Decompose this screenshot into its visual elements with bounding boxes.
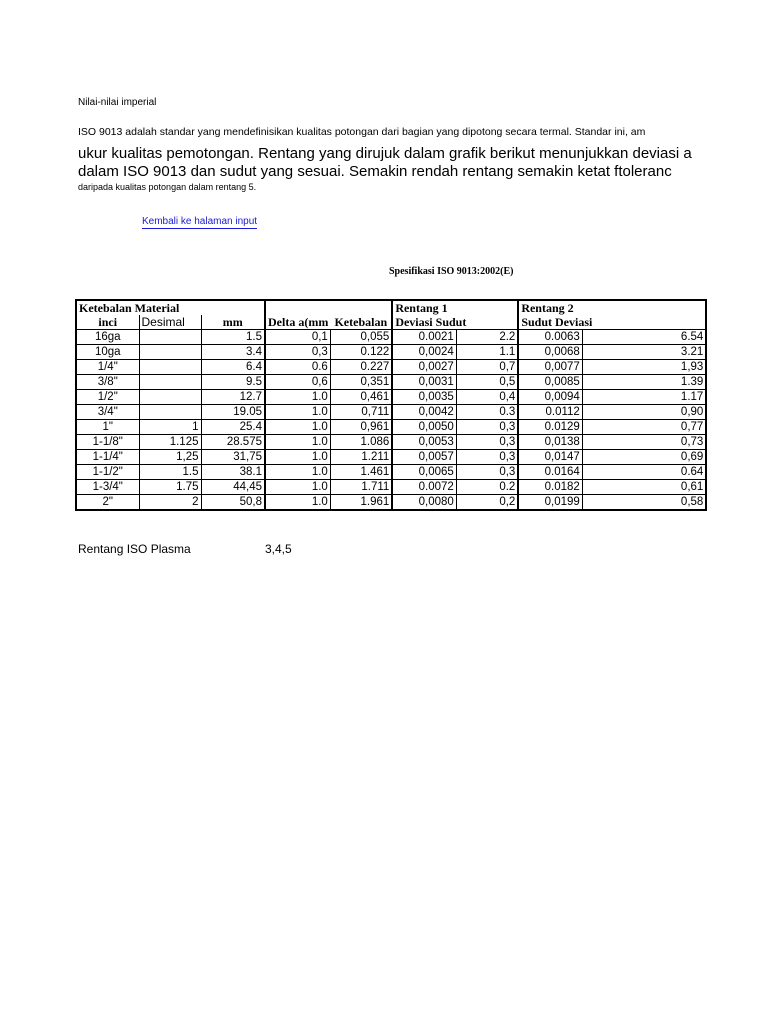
cell-rentang2-deviasi: 0,77 bbox=[582, 420, 706, 435]
cell-rentang2-sudut: 0.0182 bbox=[518, 480, 582, 495]
header-ketebalan: Ketebalan bbox=[330, 315, 392, 330]
cell-rentang1-deviasi: 0,0027 bbox=[392, 360, 456, 375]
cell-delta: 0,1 bbox=[265, 330, 330, 345]
cell-rentang1-sudut: 0,5 bbox=[456, 375, 518, 390]
cell-desimal bbox=[139, 390, 201, 405]
cell-delta: 1.0 bbox=[265, 450, 330, 465]
cell-mm: 50,8 bbox=[201, 495, 265, 511]
cell-rentang1-deviasi: 0,0053 bbox=[392, 435, 456, 450]
header-desimal: Desimal bbox=[139, 315, 201, 330]
header-empty-cell bbox=[330, 300, 392, 315]
cell-mm: 31,75 bbox=[201, 450, 265, 465]
table-row bbox=[76, 480, 706, 495]
cell-rentang1-sudut: 0,4 bbox=[456, 390, 518, 405]
table-row bbox=[76, 360, 706, 375]
cell-ketebalan: 1.086 bbox=[330, 435, 392, 450]
cell-inci: 1" bbox=[76, 420, 139, 435]
spec-title: Spesifikasi ISO 9013:2002(E) bbox=[389, 266, 514, 277]
cell-inci: 3/8" bbox=[76, 375, 139, 390]
cell-delta: 1.0 bbox=[265, 390, 330, 405]
cell-ketebalan: 0.227 bbox=[330, 360, 392, 375]
cell-rentang1-sudut: 1.1 bbox=[456, 345, 518, 360]
cell-desimal bbox=[139, 405, 201, 420]
cell-inci: 16ga bbox=[76, 330, 139, 345]
cell-desimal: 1.75 bbox=[139, 480, 201, 495]
spec-table bbox=[75, 299, 707, 511]
cell-rentang2-deviasi: 0.64 bbox=[582, 465, 706, 480]
cell-rentang2-deviasi: 0,61 bbox=[582, 480, 706, 495]
cell-inci: 1/2" bbox=[76, 390, 139, 405]
cell-rentang1-sudut: 0.3 bbox=[456, 405, 518, 420]
cell-mm: 38.1 bbox=[201, 465, 265, 480]
cell-rentang2-sudut: 0,0094 bbox=[518, 390, 582, 405]
cell-inci: 3/4" bbox=[76, 405, 139, 420]
cell-rentang1-sudut: 0,2 bbox=[456, 495, 518, 511]
table-row bbox=[76, 465, 706, 480]
cell-mm: 44,45 bbox=[201, 480, 265, 495]
intro-text-large-line-2: dalam ISO 9013 dan sudut yang sesuai. Semakin rendah rentang semakin ketat ftoleranc bbox=[78, 163, 672, 180]
cell-inci: 2" bbox=[76, 495, 139, 511]
cell-ketebalan: 0,351 bbox=[330, 375, 392, 390]
header-deviasi-sudut: Deviasi Sudut bbox=[392, 315, 518, 330]
table-row bbox=[76, 420, 706, 435]
cell-rentang2-deviasi: 1,93 bbox=[582, 360, 706, 375]
plasma-range-value: 3,4,5 bbox=[265, 542, 292, 556]
cell-rentang1-deviasi: 0,0024 bbox=[392, 345, 456, 360]
cell-inci: 1/4" bbox=[76, 360, 139, 375]
cell-desimal: 1.125 bbox=[139, 435, 201, 450]
cell-rentang2-deviasi: 0,90 bbox=[582, 405, 706, 420]
header-inci: inci bbox=[76, 315, 139, 330]
cell-ketebalan: 1.961 bbox=[330, 495, 392, 511]
cell-delta: 1.0 bbox=[265, 405, 330, 420]
cell-inci: 1-3/4" bbox=[76, 480, 139, 495]
cell-rentang1-deviasi: 0,0031 bbox=[392, 375, 456, 390]
header-ketebalan-material: Ketebalan Material bbox=[76, 300, 265, 315]
cell-desimal bbox=[139, 375, 201, 390]
table-row bbox=[76, 435, 706, 450]
cell-desimal: 2 bbox=[139, 495, 201, 511]
table-row bbox=[76, 390, 706, 405]
cell-delta: 1.0 bbox=[265, 480, 330, 495]
cell-rentang2-deviasi: 6.54 bbox=[582, 330, 706, 345]
intro-text-end: daripada kualitas potongan dalam rentang 5. bbox=[78, 182, 257, 192]
cell-desimal: 1.5 bbox=[139, 465, 201, 480]
cell-desimal bbox=[139, 345, 201, 360]
cell-rentang1-sudut: 2.2 bbox=[456, 330, 518, 345]
cell-rentang2-sudut: 0.0112 bbox=[518, 405, 582, 420]
cell-rentang1-sudut: 0,3 bbox=[456, 435, 518, 450]
cell-inci: 1-1/4" bbox=[76, 450, 139, 465]
cell-rentang1-sudut: 0,7 bbox=[456, 360, 518, 375]
cell-delta: 1.0 bbox=[265, 420, 330, 435]
cell-rentang1-deviasi: 0.0021 bbox=[392, 330, 456, 345]
table-header-row-1 bbox=[76, 300, 706, 315]
cell-rentang2-sudut: 0.0129 bbox=[518, 420, 582, 435]
intro-text-small: ISO 9013 adalah standar yang mendefinisikan kualitas potongan dari bagian yang dipotong secara termal. Standar ini, am bbox=[78, 126, 646, 138]
cell-mm: 6.4 bbox=[201, 360, 265, 375]
cell-rentang2-deviasi: 1.17 bbox=[582, 390, 706, 405]
cell-rentang2-deviasi: 0,69 bbox=[582, 450, 706, 465]
cell-rentang1-deviasi: 0,0042 bbox=[392, 405, 456, 420]
cell-rentang1-deviasi: 0.0072 bbox=[392, 480, 456, 495]
cell-mm: 19.05 bbox=[201, 405, 265, 420]
cell-rentang2-sudut: 0,0199 bbox=[518, 495, 582, 511]
cell-mm: 12.7 bbox=[201, 390, 265, 405]
cell-rentang2-sudut: 0,0077 bbox=[518, 360, 582, 375]
cell-desimal: 1,25 bbox=[139, 450, 201, 465]
header-sudut-deviasi: Sudut Deviasi bbox=[518, 315, 706, 330]
intro-text-large-line-1: ukur kualitas pemotongan. Rentang yang dirujuk dalam grafik berikut menunjukkan deviasi a bbox=[78, 145, 692, 162]
cell-delta: 1.0 bbox=[265, 465, 330, 480]
cell-rentang2-deviasi: 0,58 bbox=[582, 495, 706, 511]
cell-delta: 0,3 bbox=[265, 345, 330, 360]
cell-rentang1-sudut: 0.2 bbox=[456, 480, 518, 495]
cell-mm: 1.5 bbox=[201, 330, 265, 345]
cell-rentang2-sudut: 0,0147 bbox=[518, 450, 582, 465]
cell-mm: 28.575 bbox=[201, 435, 265, 450]
cell-rentang2-sudut: 0,0085 bbox=[518, 375, 582, 390]
table-row bbox=[76, 405, 706, 420]
header-empty-cell bbox=[265, 300, 330, 315]
table-header-row-2 bbox=[76, 315, 706, 330]
back-to-input-link[interactable]: Kembali ke halaman input bbox=[142, 216, 258, 227]
cell-delta: 0,6 bbox=[265, 375, 330, 390]
cell-rentang2-deviasi: 1.39 bbox=[582, 375, 706, 390]
cell-mm: 25.4 bbox=[201, 420, 265, 435]
cell-mm: 9.5 bbox=[201, 375, 265, 390]
cell-delta: 0.6 bbox=[265, 360, 330, 375]
cell-rentang1-sudut: 0,3 bbox=[456, 420, 518, 435]
cell-ketebalan: 0,461 bbox=[330, 390, 392, 405]
cell-rentang2-sudut: 0.0063 bbox=[518, 330, 582, 345]
plasma-range-label: Rentang ISO Plasma bbox=[78, 542, 191, 556]
cell-rentang1-sudut: 0,3 bbox=[456, 450, 518, 465]
table-row bbox=[76, 330, 706, 345]
cell-ketebalan: 1.461 bbox=[330, 465, 392, 480]
cell-inci: 1-1/8" bbox=[76, 435, 139, 450]
table-row bbox=[76, 450, 706, 465]
cell-desimal: 1 bbox=[139, 420, 201, 435]
cell-rentang1-deviasi: 0,0065 bbox=[392, 465, 456, 480]
header-rentang-2: Rentang 2 bbox=[518, 300, 706, 315]
cell-desimal bbox=[139, 330, 201, 345]
cell-ketebalan: 0,961 bbox=[330, 420, 392, 435]
cell-rentang1-deviasi: 0,0050 bbox=[392, 420, 456, 435]
cell-rentang1-sudut: 0,3 bbox=[456, 465, 518, 480]
cell-inci: 1-1/2" bbox=[76, 465, 139, 480]
header-mm: mm bbox=[201, 315, 265, 330]
cell-ketebalan: 0,711 bbox=[330, 405, 392, 420]
cell-ketebalan: 0.122 bbox=[330, 345, 392, 360]
cell-inci: 10ga bbox=[76, 345, 139, 360]
header-rentang-1: Rentang 1 bbox=[392, 300, 518, 315]
table-row bbox=[76, 495, 706, 511]
cell-desimal bbox=[139, 360, 201, 375]
cell-rentang2-deviasi: 0,73 bbox=[582, 435, 706, 450]
header-delta: Delta a(mm bbox=[265, 315, 330, 330]
page-heading: Nilai-nilai imperial bbox=[78, 97, 157, 108]
cell-ketebalan: 1.211 bbox=[330, 450, 392, 465]
cell-mm: 3.4 bbox=[201, 345, 265, 360]
cell-rentang1-deviasi: 0,0080 bbox=[392, 495, 456, 511]
cell-rentang1-deviasi: 0,0057 bbox=[392, 450, 456, 465]
cell-rentang2-deviasi: 3.21 bbox=[582, 345, 706, 360]
cell-rentang1-deviasi: 0,0035 bbox=[392, 390, 456, 405]
cell-delta: 1.0 bbox=[265, 495, 330, 511]
cell-ketebalan: 0,055 bbox=[330, 330, 392, 345]
cell-rentang2-sudut: 0.0164 bbox=[518, 465, 582, 480]
cell-rentang2-sudut: 0,0068 bbox=[518, 345, 582, 360]
cell-delta: 1.0 bbox=[265, 435, 330, 450]
table-row bbox=[76, 345, 706, 360]
table-row bbox=[76, 375, 706, 390]
cell-ketebalan: 1.711 bbox=[330, 480, 392, 495]
cell-rentang2-sudut: 0,0138 bbox=[518, 435, 582, 450]
